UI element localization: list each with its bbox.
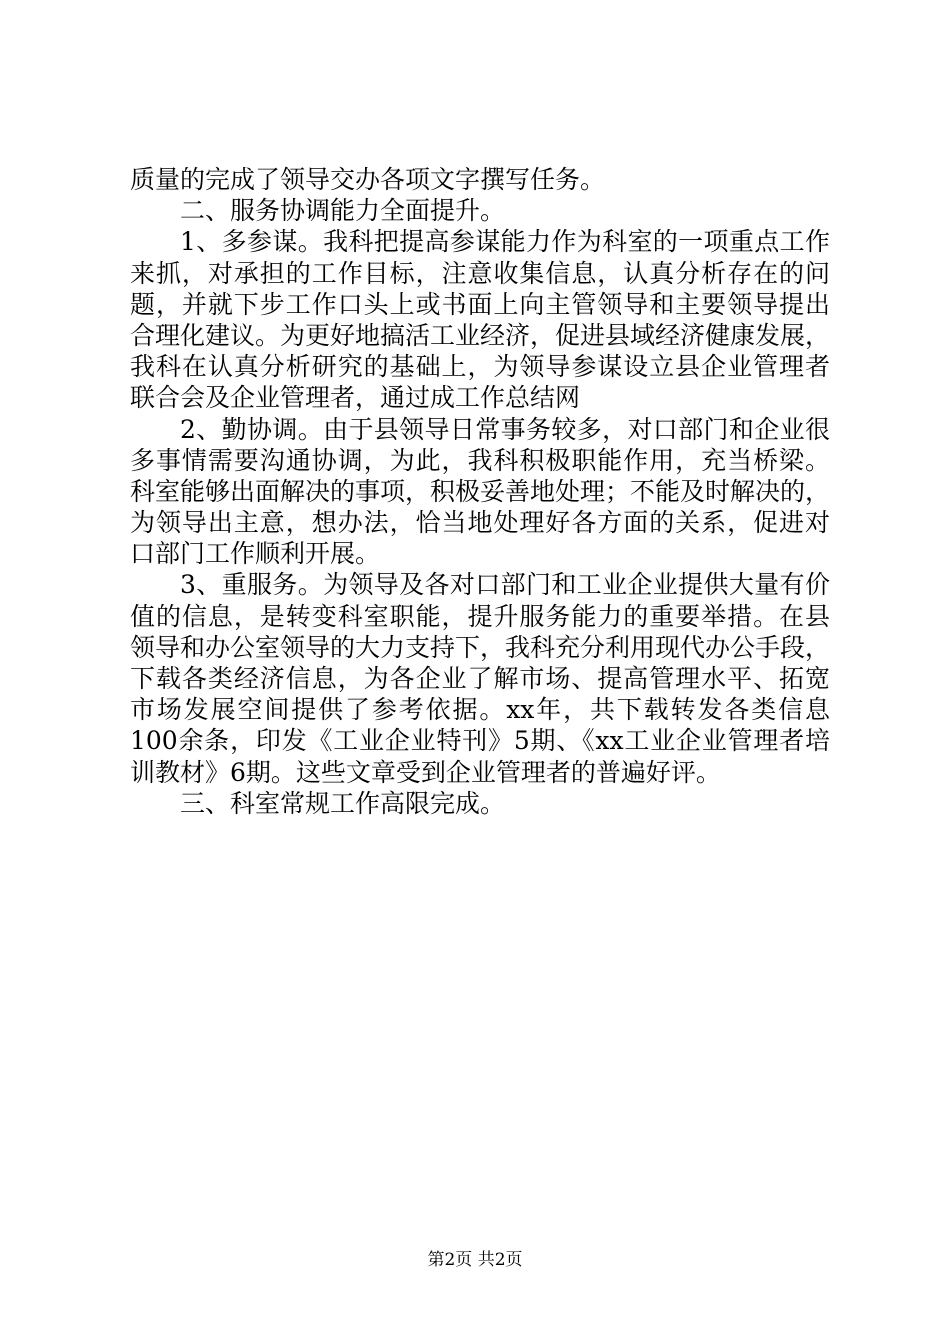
page-footer: 第2页 共2页 xyxy=(427,1250,523,1270)
text-line: 100余条，印发《工业企业特刊》5期、《xx工业企业管理者培 xyxy=(130,726,830,756)
text-line: 1、多参谋。我科把提高参谋能力作为科室的一项重点工作 xyxy=(180,227,830,257)
text-line: 为领导出主意，想办法，恰当地处理好各方面的关系，促进对 xyxy=(130,508,830,538)
text-line: 领导和办公室领导的大力支持下，我科充分利用现代办公手段， xyxy=(130,632,831,662)
text-line: 我科在认真分析研究的基础上，为领导参谋设立县企业管理者 xyxy=(130,352,830,382)
text-line: 训教材》6期。这些文章受到企业管理者的普遍好评。 xyxy=(130,757,721,787)
text-line: 合理化建议。为更好地搞活工业经济，促进县域经济健康发展， xyxy=(130,320,831,350)
text-line: 值的信息，是转变科室职能，提升服务能力的重要举措。在县 xyxy=(130,601,830,631)
text-line: 下载各类经济信息，为各企业了解市场、提高管理水平、拓宽 xyxy=(130,664,830,693)
text-line: 3、重服务。为领导及各对口部门和工业企业提供大量有价 xyxy=(180,570,830,600)
text-line: 联合会及企业管理者，通过成工作总结网 xyxy=(130,383,581,413)
text-line: 题，并就下步工作口头上或书面上向主管领导和主要领导提出 xyxy=(130,289,830,319)
text-line: 质量的完成了领导交办各项文字撰写任务。 xyxy=(130,165,606,194)
text-line: 市场发展空间提供了参考依据。xx年，共下载转发各类信息 xyxy=(130,695,830,725)
text-line: 口部门工作顺利开展。 xyxy=(130,539,381,569)
text-line: 来抓，对承担的工作目标，注意收集信息，认真分析存在的问 xyxy=(130,258,830,288)
text-line: 二、服务协调能力全面提升。 xyxy=(180,196,506,226)
text-line: 三、科室常规工作高限完成。 xyxy=(180,788,506,818)
document-body xyxy=(130,164,830,819)
text-line: 多事情需要沟通协调，为此，我科积极职能作用，充当桥梁。 xyxy=(130,445,830,475)
text-line: 2、勤协调。由于县领导日常事务较多，对口部门和企业很 xyxy=(180,414,830,444)
text-line: 科室能够出面解决的事项，积极妥善地处理；不能及时解决的， xyxy=(130,476,831,506)
